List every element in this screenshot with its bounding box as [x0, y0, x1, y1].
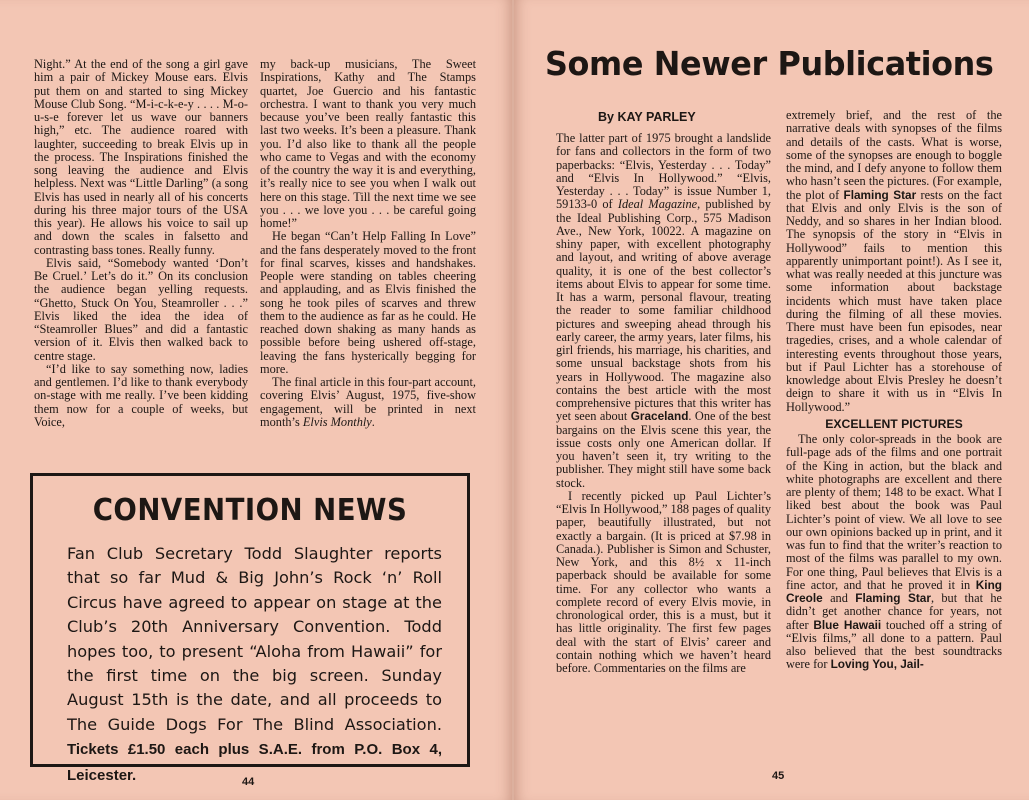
text-run: The only color-spreads in the book are full-page ads of the films and one portrait of the King in action, but the black and white photographs are excellent and there are plenty of them; 148 to be exact. What I liked best about the book was Paul Lichter’s point of view. We all love to see our own opinions backed up in print, and it was fun to find that the writer’s reaction to most of the films was parallel to my own. For one thing, Paul believes that Elvis is a fine actor, and that he proved it in	[786, 432, 1002, 592]
article-byline: By KAY PARLEY	[598, 110, 696, 124]
page-number-right: 45	[772, 770, 785, 782]
announcement-text: Fan Club Secretary Todd Slaughter reports that so far Mud & Big John’s Rock ‘n’ Roll Circus have agreed to appear on stage at the Club’s 20th Anniversary Convention. Todd hopes too, to present “Aloha from Hawaii” for the first time on the big screen. Sunday August 15th is the date, and all proceeds to The Guide Dogs For The Blind Association.	[67, 544, 442, 734]
text-run: The latter part of 1975 brought a landslide for fans and collectors in the form of two paperbacks: “Elvis, Yesterday . . . Today” and “Elvis In Hollywood.” “Elvis, Yesterday . . . Today” is issue Number 1, 59133-0 of	[556, 131, 771, 212]
magazine-name: Elvis Monthly	[302, 414, 372, 429]
subheading: EXCELLENT PICTURES	[825, 416, 963, 431]
left-page	[0, 0, 512, 800]
paragraph: Elvis said, “Somebody wanted ‘Don’t Be Cruel.’ Let’s do it.” On its conclusion the audience began yelling requests. “Ghetto, Stuck On You, Steamroller . . .” Elvis liked the idea the idea of “Steamroller Blues” and did a fantastic version of it. Elvis then walked back to centre stage.	[34, 255, 248, 363]
paragraph	[556, 132, 771, 490]
text-run: , published by the Ideal Publishing Corp., 575 Madison Ave., New York, 10022. A magazine on shiny paper, with excellent photography and layout, and writing of above average quality, it is one of the best collector’s items about Elvis to appear for some time. It has a warm, personal flavour, treating the reader to some familiar childhood pictures and sweeping ahead through his early career, the army years, later films, his girl friends, his marriage, his charities, and some unsual backstage shots from his years in Hollywood. The magazine also contains the best article with the most comprehensive pictures that this writer has yet seen about	[556, 197, 771, 424]
text-run: touched off a string of “Elvis films,” all done to a pattern. Paul also believed that the best soundtracks were for	[786, 617, 1002, 672]
text-run: extremely brief, and the rest of the narrative deals with synopses of the films and details of the casts. What is worse, some of the synopses are enough to boggle the mind, and I defy anyone to follow them who hasn’t seen the pictures. (For example, the plot of	[786, 108, 1002, 202]
text-run: rests on the fact that Elvis and only Elvis is the son of Neddy, and so shares in her Indian blood. The synopsis of the story in “Elvis in Hollywood” fails to mention this apparently unimportant point!). As I see it, what was really needed at this juncture was some information about backstage incidents which must have taken place during the filming of all these movies. There must have been fun episodes, near tragedies, crises, and a whole calendar of interesting events throughout those years, but if Paul Lichter has a storehouse of knowledge about Elvis Presley he doesn’t deign to share it with us in “Elvis In Hollywood.”	[786, 187, 1003, 414]
text-run: and	[822, 591, 856, 605]
bold-term: Flaming Star	[843, 187, 917, 202]
paragraph: He began “Can’t Help Falling In Love” and the fans desperately moved to the front for final scarves, kisses and handshakes. People were standing on tables cheering and applauding, and as Elvis finished the song he took piles of scarves and threw them to the audience as far as he could. He reached down shaking as many hands as possible before being ushered off-stage, leaving the fans hysterically begging for more.	[260, 229, 476, 376]
article-title: Some Newer Publications	[545, 44, 994, 83]
right-column-2	[786, 109, 1002, 672]
text-run: , but that he didn’t get another chance for years, not after	[786, 591, 1003, 632]
text-run: .	[371, 414, 375, 429]
tickets-text: Tickets £1.50 each plus S.A.E. from P.O. Box 4, Leicester.	[67, 741, 442, 784]
left-column-1	[34, 58, 248, 429]
paragraph	[786, 109, 1002, 414]
bold-term: Flaming Star	[855, 591, 931, 605]
magazine-name: Ideal Magazine	[617, 197, 698, 212]
text-run: The final article in this four-part account, covering Elvis’ August, 1975, five-show engagement, will be printed in next month’s	[260, 375, 476, 429]
paragraph	[260, 376, 476, 429]
bold-term: Graceland	[630, 409, 689, 424]
left-column-2	[260, 58, 476, 429]
text-run: . One of the best bargains on the Elvis scene this year, the issue costs only one American dollar. If you haven’t seen it, try writing to the publisher. They might still have some back stock.	[556, 409, 771, 490]
paragraph	[786, 433, 1002, 672]
paragraph: my back-up musicians, The Sweet Inspirations, Kathy and The Stamps quartet, Joe Guercio and his fantastic orchestra. I want to thank you very much because you’ve been really fantastic this last two weeks. It’s been a pleasure. Thank you. I’d also like to thank all the people who came to Vegas and with the economy of the country the way it is and everything, it’s really nice to see you when I walk out here on this stage. Till the next time we see you . . . we love you . . . be careful going home!”	[260, 57, 476, 230]
convention-news-body	[67, 542, 442, 788]
bold-term: Loving You, Jail-	[830, 657, 924, 672]
paragraph: I recently picked up Paul Lichter’s “Elvis In Hollywood,” 188 pages of quality paper, beautifully illustrated, but not exactly a bargain. (It is priced at $7.98 in Canada.). Publisher is Simon and Schuster, New York, and this 8½ x 11-inch paperback should be available for some time. For any collector who wants a complete record of every Elvis movie, in chronological order, this is a must, but it has little originality. The first few pages deal with the start of Elvis’ career and contain nothing which we haven’t heard before. Commentaries on the films are	[556, 488, 771, 675]
paragraph: “I’d like to say something now, ladies and gentlemen. I’d like to thank everybody on-stage with me really. I’ve been kidding them now for a couple of weeks, but Voice,	[34, 361, 248, 429]
paragraph: Night.” At the end of the song a girl gave him a pair of Mickey Mouse ears. Elvis put them on and started to sing Mickey Mouse Club Song. “M-i-c-k-e-y . . . . M-o-u-s-e forever let us wave our banners high,” etc. The audience roared with laughter, succeeding to break Elvis up in the process. The Inspirations finished the song leaving the audience and Elvis helpless. Next was “Little Darling” (a song Elvis has used in nearly all of his concerts during his three major tours of the USA this year). He allows his voice to sail up and down the scales in falsetto and contrasting bass tones. Really funny.	[34, 57, 248, 257]
bold-term: King Creole	[786, 577, 1002, 605]
right-column-1	[556, 132, 771, 675]
convention-news-title: CONVENTION NEWS	[92, 493, 408, 528]
page-number-left: 44	[242, 776, 255, 788]
bold-term: Blue Hawaii	[813, 617, 882, 632]
